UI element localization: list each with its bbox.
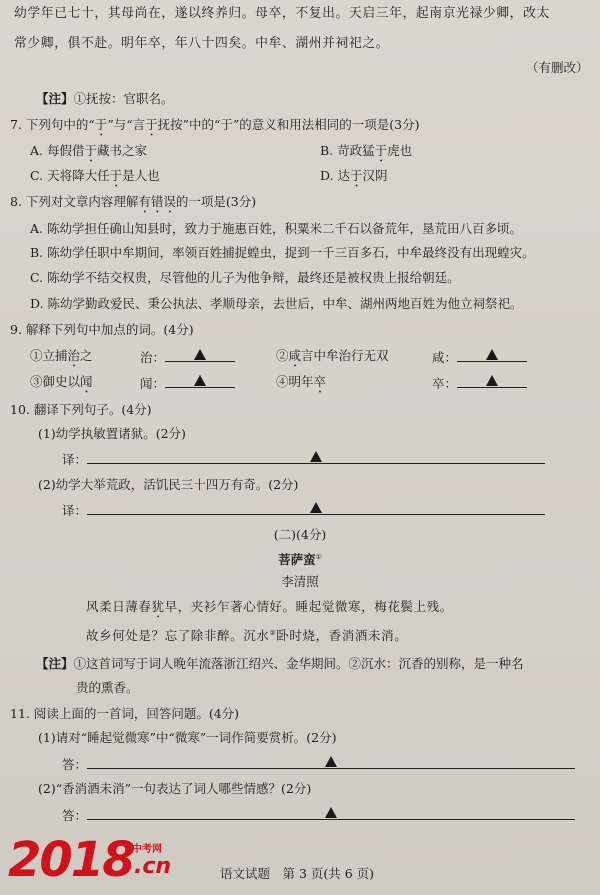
question-7-stem bbox=[10, 117, 420, 139]
triangle-marker-icon bbox=[325, 756, 337, 767]
q7-option-d: D. 达于汉阴 bbox=[320, 168, 388, 183]
q9-answer-2: 咸： bbox=[432, 348, 527, 366]
passage-line-2: 常少卿，俱不赴。明年卒，年八十四矣。中牟、湖州并祠祀之。 bbox=[14, 36, 390, 51]
translation-blank[interactable] bbox=[87, 501, 545, 515]
q8-option-b: B. 陈幼学任职中牟期间，率领百姓捕捉蝗虫，捉到一千三百多石，中牟最终没有出现蝗灾。 bbox=[30, 245, 535, 260]
answer-blank[interactable] bbox=[87, 806, 575, 820]
q7-option-a: A. 每假借于藏书之家 bbox=[30, 143, 148, 158]
q10-answer-1: 译： bbox=[62, 450, 545, 468]
poem-author: 李清照 bbox=[281, 574, 319, 589]
question-10-stem: 10. 翻译下列句子。(4分) bbox=[10, 402, 152, 417]
q10-sentence-1: (1)幼学执敏置诸狱。(2分) bbox=[38, 426, 186, 441]
question-11-stem: 11. 阅读上面的一首词，回答问题。(4分) bbox=[10, 706, 240, 721]
logo-chinese: 中考网 bbox=[132, 844, 162, 855]
q11-sub-2: (2)“香消酒未消”一句表达了词人哪些情感？(2分) bbox=[38, 781, 312, 796]
answer-blank[interactable] bbox=[457, 348, 527, 362]
answer-blank[interactable] bbox=[87, 755, 575, 769]
note-text: ①抚按：官职名。 bbox=[73, 91, 174, 106]
q10-sentence-2: (2)幼学大举荒政，活饥民三十四万有奇。(2分) bbox=[38, 477, 299, 492]
logo-domain: .cn bbox=[134, 854, 172, 879]
triangle-marker-icon bbox=[310, 451, 322, 462]
answer-blank[interactable] bbox=[165, 374, 235, 388]
q8-option-c: C. 陈幼学不结交权贵，尽管他的儿子为他争辩，最终还是被权贵上报给朝廷。 bbox=[30, 270, 460, 285]
triangle-marker-icon bbox=[310, 502, 322, 513]
q7-dotted-word: 于 bbox=[145, 117, 158, 132]
triangle-marker-icon bbox=[325, 807, 337, 818]
triangle-marker-icon bbox=[486, 349, 498, 360]
q9-item-2: ②咸言中牟治行无双 bbox=[276, 348, 389, 363]
q7-dotted-word: 于 bbox=[94, 117, 108, 132]
q7-stem-part: 7. 下列句中的“ bbox=[10, 117, 95, 132]
logo-number: 2018 bbox=[8, 832, 134, 888]
q9-item-1: ①立捕治之 bbox=[30, 348, 93, 363]
page-footer: 语文试题 第 3 页(共 6 页) bbox=[220, 866, 375, 881]
answer-blank[interactable] bbox=[457, 374, 527, 388]
triangle-marker-icon bbox=[194, 375, 206, 386]
q9-answer-1: 治： bbox=[140, 348, 235, 366]
q9-item-3: ③御史以闻 bbox=[30, 374, 93, 389]
passage-source: （有删改） bbox=[526, 60, 589, 75]
q7-option-b: B. 苛政猛于虎也 bbox=[320, 143, 413, 158]
answer-blank[interactable] bbox=[165, 348, 235, 362]
translation-blank[interactable] bbox=[87, 450, 545, 464]
q9-answer-4: 卒： bbox=[432, 374, 527, 392]
q7-option-c: C. 天将降大任于是人也 bbox=[30, 168, 160, 183]
q11-answer-1: 答： bbox=[62, 755, 575, 773]
poem-note-line-1: 【注】①这首词写于词人晚年流落浙江绍兴、金华期间。②沉水：沉香的别称，是一种名 bbox=[36, 656, 524, 671]
poem-line-1: 风柔日薄春犹早，夹衫乍著心情好。睡起觉微寒，梅花鬓上残。 bbox=[86, 599, 453, 614]
q9-item-4: ④明年卒 bbox=[276, 374, 327, 389]
triangle-marker-icon bbox=[194, 349, 206, 360]
poem-title: 菩萨蛮① bbox=[278, 552, 322, 568]
q7-stem-part: ”与“言 bbox=[107, 117, 146, 132]
q7-stem-part: 抚按”中的“于”的意义和用法相同的一项是(3分) bbox=[157, 117, 420, 132]
poem-section-heading: (二)(4分) bbox=[273, 527, 327, 542]
site-logo bbox=[8, 834, 198, 890]
q11-sub-1: (1)请对“睡起觉微寒”中“微寒”一词作简要赏析。(2分) bbox=[38, 730, 337, 745]
question-9-stem: 9. 解释下列句中加点的词。(4分) bbox=[10, 322, 194, 337]
q10-answer-2: 译： bbox=[62, 501, 545, 519]
poem-line-2: 故乡何处是？忘了除非醉。沉水②卧时烧，香消酒未消。 bbox=[86, 628, 408, 644]
question-8-stem: 8. 下列对文章内容理解有错误的一项是(3分) bbox=[10, 194, 257, 209]
q8-option-a: A. 陈幼学担任确山知县时，致力于施惠百姓，积粟米二千石以备荒年，垦荒田八百多顷。 bbox=[30, 221, 522, 236]
poem-note-line-2: 贵的熏香。 bbox=[76, 680, 139, 695]
passage-line-1: 幼学年已七十，其母尚在，遂以终养归。母卒，不复出。天启三年，起南京光禄少卿，改太 bbox=[14, 6, 550, 21]
triangle-marker-icon bbox=[486, 375, 498, 386]
q8-option-d: D. 陈幼学勤政爱民、秉公执法、孝顺母亲，去世后，中牟、湖州两地百姓为他立祠祭祀。 bbox=[30, 296, 523, 311]
note-label: 【注】 bbox=[36, 91, 74, 106]
q11-answer-2: 答： bbox=[62, 806, 575, 824]
q9-answer-3: 闻： bbox=[140, 374, 235, 392]
note-1 bbox=[36, 91, 174, 107]
